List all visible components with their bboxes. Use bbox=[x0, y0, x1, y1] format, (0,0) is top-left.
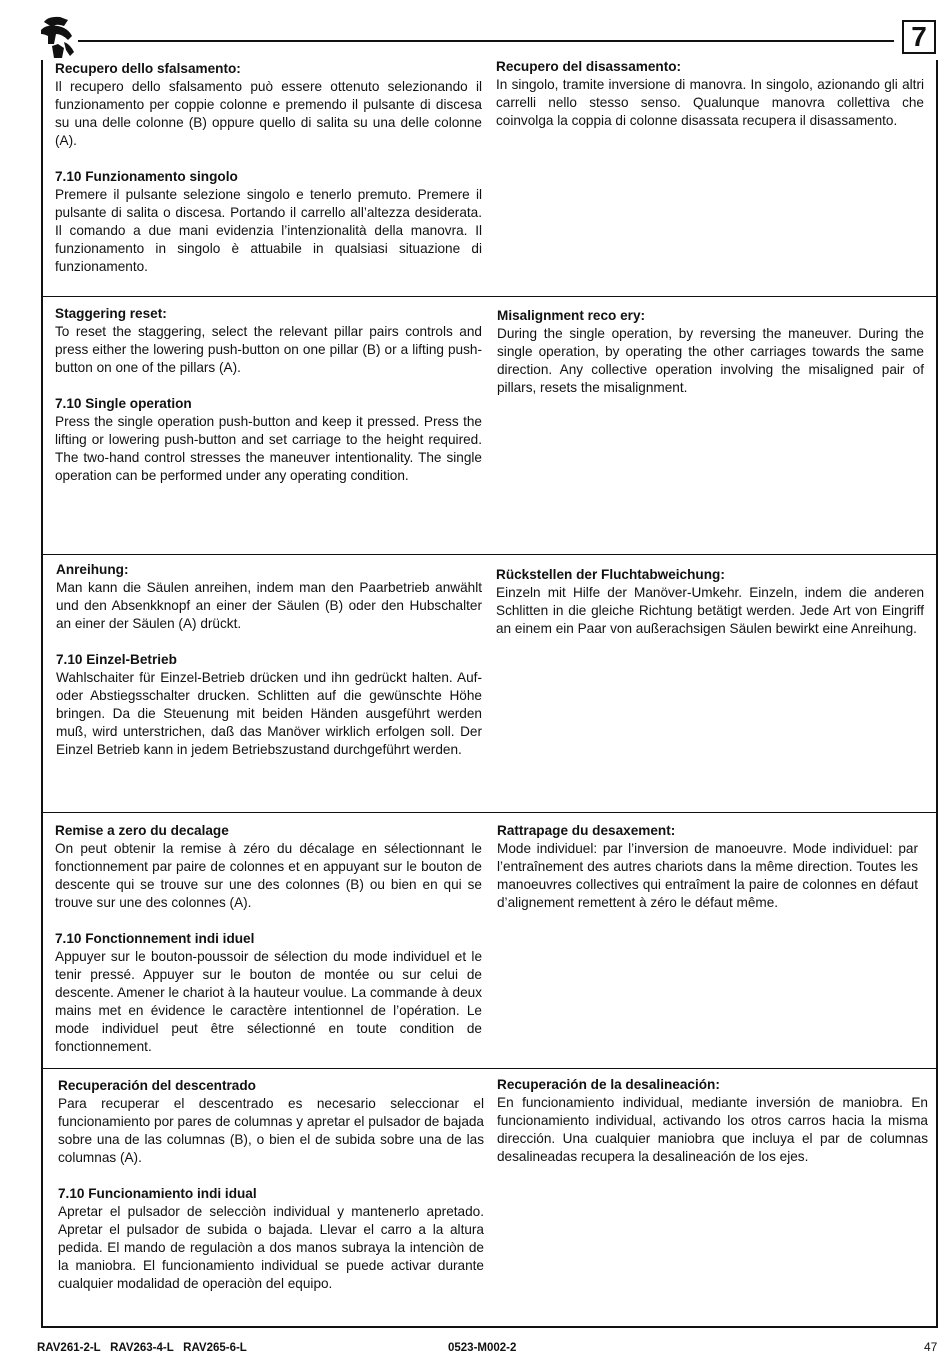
page-number: 47 bbox=[924, 1340, 938, 1354]
it-staggering-title: Recupero dello sfalsamento: bbox=[55, 61, 241, 76]
section-en-left bbox=[55, 305, 482, 485]
de-misalignment-body: Einzeln mit Hilfe der Manöver-Umkehr. Einzeln, indem die anderen Schlitten in die gleiche Richtung betätigt werden. Jede Art von Eingriff an einem ein Paar von außerachsigen Säulen bewirkt eine Anreihung. bbox=[496, 585, 924, 636]
es-staggering-body: Para recuperar el descentrado es necesario seleccionar el funcionamiento por pares de columnas y apretar el pulsador de bajada sobre una de las columnas (B), o bien el de subida sobre una de las columnas (A). bbox=[58, 1096, 484, 1165]
de-single-body: Wahlschaiter für Einzel-Betrieb drücken und ihn gedrückt halten. Auf- oder Abstiegsschalter drucken. Schlitten auf die gewünschte Höhe bringen. Da die Steuenung mit beiden Händen ausgeführt werden muß, wird unterstrichen, daß das Manöver wirklich erfolgen soll. Der Einzel Betrieb kann in jedem Betriebszustand durchgeführt werden. bbox=[56, 670, 482, 757]
es-staggering-title: Recuperación del descentrado bbox=[58, 1078, 256, 1093]
section-fr-right bbox=[497, 822, 918, 912]
es-single-body: Apretar el pulsador de selecciòn individual y mantenerlo apretado. Apretar el pulsador de subida o bajada. Llevar el carro a la altura pedida. El mando de regulaciòn a dos manos subraya la intenciòn de la maniobra. El funcionamiento individual se puede activar durante cualquier modalidad de operaciòn del equipo. bbox=[58, 1204, 484, 1291]
fr-single-title: 7.10 Fonctionnement indi iduel bbox=[55, 931, 255, 946]
section-fr-left bbox=[55, 822, 482, 1056]
section-divider bbox=[41, 1068, 938, 1069]
section-es-right bbox=[497, 1076, 928, 1166]
it-misalignment-title: Recupero del disassamento: bbox=[496, 59, 682, 74]
chapter-number-box: 7 bbox=[902, 20, 936, 54]
footer-doc-code: 0523-M002-2 bbox=[448, 1342, 517, 1354]
de-staggering-body: Man kann die Säulen anreihen, indem man den Paarbetrieb anwählt und den Absenkknopf an einer der Säulen (B) oder den Hubschalter an einer der Säulen (A) drückt. bbox=[56, 580, 482, 631]
fr-misalignment-body: Mode individuel: par l’inversion de manoeuvre. Mode individuel: par l’entraînement des autres chariots dans la même direction. Toutes les manoeuvres collectives qui entraîment la paire de colonnes en défaut d’alignement remettent à zéro le défaut même. bbox=[497, 841, 918, 910]
section-it-left bbox=[55, 60, 482, 276]
de-staggering-title: Anreihung: bbox=[56, 562, 129, 577]
it-staggering-body: Il recupero dello sfalsamento può essere ottenuto selezionando il funzionamento per coppie colonne e premendo il pulsante di discesa su una delle colonne (B) oppure quello di salita su una delle colonne (A). bbox=[55, 79, 482, 148]
es-misalignment-title: Recuperación de la desalineación: bbox=[497, 1077, 720, 1092]
de-misalignment-title: Rückstellen der Fluchtabweichung: bbox=[496, 567, 725, 582]
section-divider bbox=[41, 296, 938, 297]
en-single-title: 7.10 Single operation bbox=[55, 396, 192, 411]
fr-staggering-title: Remise a zero du decalage bbox=[55, 823, 229, 838]
section-en-right bbox=[497, 307, 924, 397]
footer-models: RAV261-2-L RAV263-4-L RAV265-6-L bbox=[37, 1342, 247, 1354]
header-rule bbox=[78, 40, 894, 42]
section-divider bbox=[41, 812, 938, 813]
it-single-body: Premere il pulsante selezione singolo e tenerlo premuto. Premere il pulsante di salita o discesa. Portando il carrello all’altezza desiderata. Il comando a due mani evidenzia l’intenzionalità della manovra. Il funzionamento in singolo è attuabile in qualsiasi situazione di funzionamento. bbox=[55, 187, 482, 274]
en-staggering-title: Staggering reset: bbox=[55, 306, 167, 321]
fr-staggering-body: On peut obtenir la remise à zéro du décalage en sélectionnant le fonctionnement par paire de colonnes et en appuyant sur le bouton de descente qui se trouve sur une des colonnes (B) ou bien en qui se trouve sur une des colonnes (A). bbox=[55, 841, 482, 910]
en-staggering-body: To reset the staggering, select the relevant pillar pairs controls and press either the lowering push-button on one pillar (B) or a lifting push-button on one of the pillars (A). bbox=[55, 324, 482, 375]
es-misalignment-body: En funcionamiento individual, mediante inversión de maniobra. En funcionamiento individual, activando los otros carros hacia la misma dirección. Una cualquier maniobra que incluya el par de columnas desalineadas recupera la desalineación de los ejes. bbox=[497, 1095, 928, 1164]
de-single-title: 7.10 Einzel-Betrieb bbox=[56, 652, 177, 667]
it-misalignment-body: In singolo, tramite inversione di manovra. In singolo, azionando gli altri carrelli nello stesso senso. Qualunque manovra collettiva che coinvolga la coppia di colonne disassata recupera il disassamento. bbox=[496, 77, 924, 128]
en-single-body: Press the single operation push-button and keep it pressed. Press the lifting or lowering push-button and set carriage to the height required. The two-hand control stresses the maneuver intentionality. The single operation can be performed under any operating condition. bbox=[55, 414, 482, 483]
en-misalignment-body: During the single operation, by reversing the maneuver. During the single operation, by operating the other carriages towards the same direction. Any collective operation involving the misaligned pair of pillars, resets the misalignment. bbox=[497, 326, 924, 395]
es-single-title: 7.10 Funcionamiento indi idual bbox=[58, 1186, 257, 1201]
fr-single-body: Appuyer sur le bouton-poussoir de sélection du mode individuel et le tenir pressé. Appuyer sur le bouton de montée ou sur celui de descente. Amener le chariot à la hauteur voulue. La commande à deux mains met en évidence le caractère intentionnel de l’opération. Le mode individuel peut être sélectionné en toute condition de fonctionnement. bbox=[55, 949, 482, 1054]
en-misalignment-title: Misalignment reco ery: bbox=[497, 308, 646, 323]
section-de-left bbox=[56, 561, 482, 759]
section-it-right bbox=[496, 58, 924, 130]
it-single-title: 7.10 Funzionamento singolo bbox=[55, 169, 238, 184]
company-logo-icon bbox=[38, 14, 78, 60]
section-divider bbox=[41, 554, 938, 555]
section-de-right bbox=[496, 566, 924, 638]
section-es-left bbox=[58, 1077, 484, 1293]
fr-misalignment-title: Rattrapage du desaxement: bbox=[497, 823, 676, 838]
